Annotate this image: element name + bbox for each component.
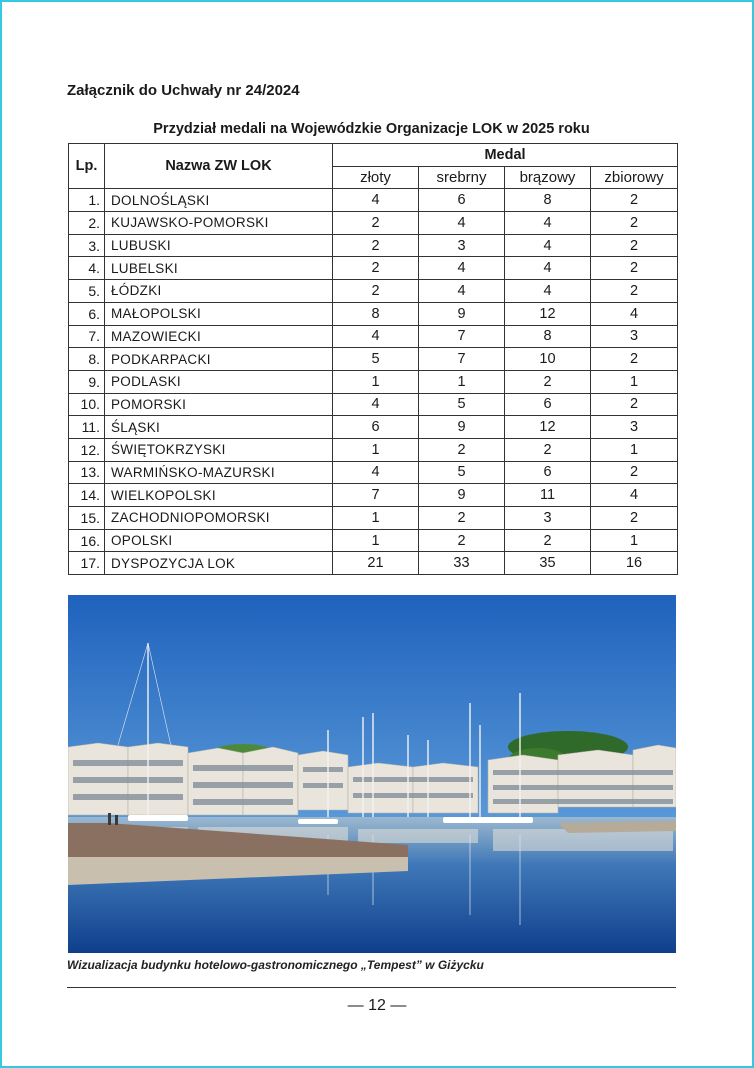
row-number: 5. — [69, 280, 105, 303]
gold-count: 1 — [333, 438, 419, 461]
table-row — [69, 438, 678, 461]
gold-count: 8 — [333, 302, 419, 325]
collective-count: 2 — [591, 257, 678, 280]
table-row — [69, 325, 678, 348]
footer-divider — [67, 987, 676, 988]
silver-count: 33 — [419, 552, 505, 575]
row-number: 9. — [69, 370, 105, 393]
table-row — [69, 416, 678, 439]
row-number: 16. — [69, 529, 105, 552]
bronze-count: 6 — [505, 393, 591, 416]
silver-count: 4 — [419, 212, 505, 235]
region-name: ŁÓDZKI — [105, 280, 333, 303]
region-name: WARMIŃSKO-MAZURSKI — [105, 461, 333, 484]
table-row — [69, 552, 678, 575]
gold-count: 2 — [333, 257, 419, 280]
table-row — [69, 370, 678, 393]
row-number: 6. — [69, 302, 105, 325]
collective-count: 2 — [591, 393, 678, 416]
row-number: 11. — [69, 416, 105, 439]
bronze-count: 4 — [505, 234, 591, 257]
bronze-count: 8 — [505, 325, 591, 348]
row-number: 3. — [69, 234, 105, 257]
bronze-count: 4 — [505, 257, 591, 280]
silver-count: 9 — [419, 302, 505, 325]
table-row — [69, 461, 678, 484]
bronze-count: 35 — [505, 552, 591, 575]
silver-count: 9 — [419, 416, 505, 439]
region-name: MAŁOPOLSKI — [105, 302, 333, 325]
table-row — [69, 212, 678, 235]
region-name: PODKARPACKI — [105, 348, 333, 371]
collective-count: 1 — [591, 438, 678, 461]
row-number: 2. — [69, 212, 105, 235]
gold-count: 7 — [333, 484, 419, 507]
collective-count: 3 — [591, 416, 678, 439]
silver-count: 9 — [419, 484, 505, 507]
silver-count: 4 — [419, 257, 505, 280]
header-bronze: brązowy — [505, 166, 591, 189]
gold-count: 4 — [333, 393, 419, 416]
bronze-count: 8 — [505, 189, 591, 212]
silver-count: 2 — [419, 507, 505, 530]
region-name: DYSPOZYCJA LOK — [105, 552, 333, 575]
gold-count: 2 — [333, 212, 419, 235]
gold-count: 4 — [333, 189, 419, 212]
collective-count: 1 — [591, 370, 678, 393]
region-name: MAZOWIECKI — [105, 325, 333, 348]
gold-count: 2 — [333, 234, 419, 257]
silver-count: 7 — [419, 348, 505, 371]
gold-count: 1 — [333, 529, 419, 552]
collective-count: 3 — [591, 325, 678, 348]
region-name: OPOLSKI — [105, 529, 333, 552]
table-row — [69, 280, 678, 303]
collective-count: 2 — [591, 189, 678, 212]
header-name: Nazwa ZW LOK — [105, 144, 333, 189]
marina-photo — [68, 595, 676, 953]
bronze-count: 6 — [505, 461, 591, 484]
row-number: 15. — [69, 507, 105, 530]
gold-count: 4 — [333, 325, 419, 348]
region-name: POMORSKI — [105, 393, 333, 416]
gold-count: 6 — [333, 416, 419, 439]
medal-allocation-table — [68, 143, 678, 575]
region-name: ŚWIĘTOKRZYSKI — [105, 438, 333, 461]
bronze-count: 2 — [505, 370, 591, 393]
gold-count: 2 — [333, 280, 419, 303]
bronze-count: 2 — [505, 438, 591, 461]
table-row — [69, 234, 678, 257]
table-body — [69, 189, 678, 575]
header-silver: srebrny — [419, 166, 505, 189]
silver-count: 5 — [419, 461, 505, 484]
collective-count: 1 — [591, 529, 678, 552]
collective-count: 16 — [591, 552, 678, 575]
silver-count: 6 — [419, 189, 505, 212]
row-number: 7. — [69, 325, 105, 348]
collective-count: 4 — [591, 484, 678, 507]
header-lp: Lp. — [69, 144, 105, 189]
row-number: 12. — [69, 438, 105, 461]
gold-count: 1 — [333, 370, 419, 393]
header-collective: zbiorowy — [591, 166, 678, 189]
region-name: DOLNOŚLĄSKI — [105, 189, 333, 212]
bronze-count: 12 — [505, 416, 591, 439]
table-title: Przydział medali na Wojewódzkie Organizacje LOK w 2025 roku — [153, 121, 590, 137]
table-row — [69, 484, 678, 507]
collective-count: 2 — [591, 212, 678, 235]
row-number: 4. — [69, 257, 105, 280]
page-number: — 12 — — [347, 997, 407, 1014]
row-number: 8. — [69, 348, 105, 371]
table-row — [69, 393, 678, 416]
region-name: PODLASKI — [105, 370, 333, 393]
table-row — [69, 302, 678, 325]
annex-heading: Załącznik do Uchwały nr 24/2024 — [67, 82, 300, 99]
silver-count: 5 — [419, 393, 505, 416]
row-number: 10. — [69, 393, 105, 416]
header-medal: Medal — [333, 144, 678, 167]
region-name: ŚLĄSKI — [105, 416, 333, 439]
gold-count: 4 — [333, 461, 419, 484]
collective-count: 2 — [591, 280, 678, 303]
region-name: ZACHODNIOPOMORSKI — [105, 507, 333, 530]
table-row — [69, 348, 678, 371]
collective-count: 4 — [591, 302, 678, 325]
table-row — [69, 529, 678, 552]
table-row — [69, 507, 678, 530]
bronze-count: 12 — [505, 302, 591, 325]
region-name: KUJAWSKO-POMORSKI — [105, 212, 333, 235]
header-gold: złoty — [333, 166, 419, 189]
region-name: WIELKOPOLSKI — [105, 484, 333, 507]
silver-count: 4 — [419, 280, 505, 303]
row-number: 14. — [69, 484, 105, 507]
bronze-count: 3 — [505, 507, 591, 530]
collective-count: 2 — [591, 348, 678, 371]
gold-count: 1 — [333, 507, 419, 530]
collective-count: 2 — [591, 507, 678, 530]
row-number: 17. — [69, 552, 105, 575]
silver-count: 2 — [419, 529, 505, 552]
row-number: 1. — [69, 189, 105, 212]
gold-count: 21 — [333, 552, 419, 575]
photo-caption: Wizualizacja budynku hotelowo-gastronomicznego „Tempest” w Giżycku — [67, 958, 484, 972]
gold-count: 5 — [333, 348, 419, 371]
table-row — [69, 257, 678, 280]
collective-count: 2 — [591, 461, 678, 484]
region-name: LUBUSKI — [105, 234, 333, 257]
silver-count: 3 — [419, 234, 505, 257]
region-name: LUBELSKI — [105, 257, 333, 280]
silver-count: 2 — [419, 438, 505, 461]
silver-count: 7 — [419, 325, 505, 348]
row-number: 13. — [69, 461, 105, 484]
table-row — [69, 189, 678, 212]
silver-count: 1 — [419, 370, 505, 393]
bronze-count: 11 — [505, 484, 591, 507]
collective-count: 2 — [591, 234, 678, 257]
bronze-count: 4 — [505, 212, 591, 235]
bronze-count: 4 — [505, 280, 591, 303]
bronze-count: 2 — [505, 529, 591, 552]
bronze-count: 10 — [505, 348, 591, 371]
